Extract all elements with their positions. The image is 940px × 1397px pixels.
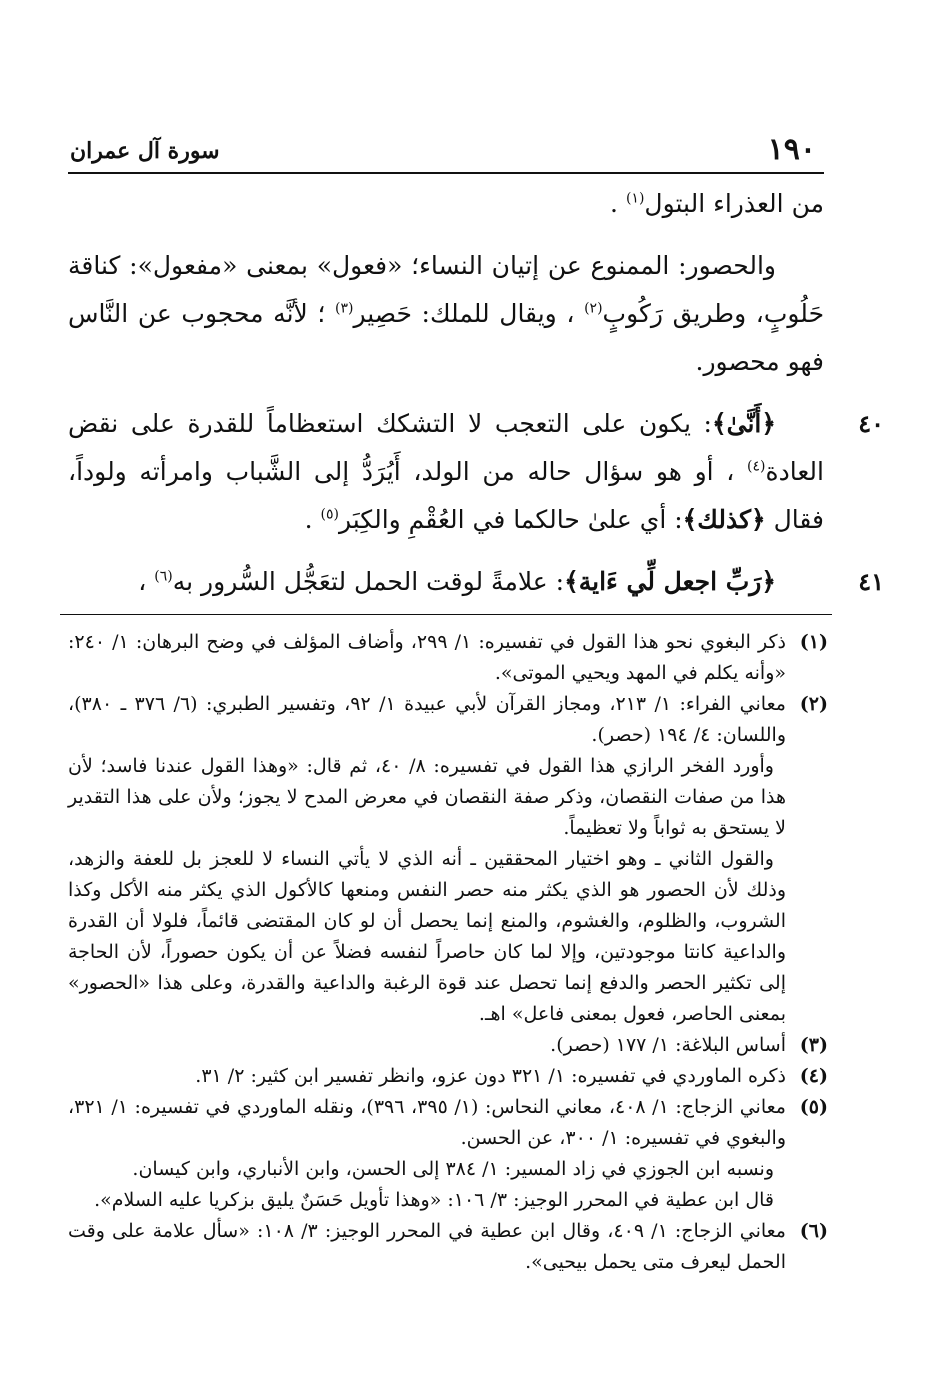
paragraph-text: ، أو هو سؤال حاله من الولد، أَيُرَدُّ إلى الشَّباب وامرأته ولوداً، فقال <box>68 457 824 534</box>
footnote-5-continued: ونسبه ابن الجوزي في زاد المسير: ١/ ٣٨٤ إلى الحسن، وابن الأنباري، وابن كيسان. <box>132 1158 774 1180</box>
footnote-6 <box>68 1216 828 1278</box>
footnote-separator <box>60 614 832 615</box>
footnote-ref: (٢) <box>584 300 603 317</box>
footnote-2 <box>68 689 828 751</box>
page-number: ١٩٠ <box>767 132 816 167</box>
footnote-ref: (٣) <box>334 300 354 317</box>
footnote-ref: (٤) <box>747 458 766 475</box>
footnote-text: أساس البلاغة: ١/ ١٧٧ (حصر). <box>550 1034 786 1056</box>
footnote-ref: (٥) <box>320 506 339 523</box>
paragraph-text: والحصور: الممنوع عن إتيان النساء؛ «فعول» بمعنى «مفعول»: كناقة حَلُوبٍ، وطريق رَكُوبٍ <box>68 251 825 328</box>
footnote-3 <box>68 1030 828 1061</box>
verse-40-block <box>68 400 884 544</box>
main-commentary <box>68 180 884 606</box>
footnotes <box>68 627 828 1278</box>
footnote-number: (١) <box>799 631 828 653</box>
footnote-number: (٦) <box>799 1220 828 1242</box>
paragraph-text: من العذراء البتول <box>644 189 824 218</box>
surah-title: سورة آل عمران <box>70 138 220 164</box>
book-page <box>68 130 884 1278</box>
footnote-text: معاني الزجاج: ١/ ٤٠٩، وقال ابن عطية في المحرر الوجيز: ٣/ ١٠٨: «سأل علامة على وقت الحمل ليعرف متى يحمل بيحيى». <box>68 1220 786 1273</box>
paragraph-end: ، <box>138 567 155 596</box>
footnote-text: معاني الفراء: ١/ ٢١٣، ومجاز القرآن لأبي عبيدة ١/ ٩٢، وتفسير الطبري: (٦/ ٣٧٦ ـ ٣٨٠)، واللسان: ٤/ ١٩٤ (حصر). <box>68 693 786 746</box>
footnote-5-continued: قال ابن عطية في المحرر الوجيز: ٣/ ١٠٦: «وهذا تأويل حَسَنٌ يليق بزكريا عليه السلام». <box>94 1189 774 1211</box>
footnote-number: (٥) <box>799 1096 828 1118</box>
footnote-5 <box>68 1092 828 1154</box>
paragraph-text: ، ويقال للملك: حَصِير <box>353 299 585 328</box>
footnote-ref: (١) <box>625 190 645 207</box>
footnote-2-continued: والقول الثاني ـ وهو اختيار المحققين ـ أنه الذي لا يأتي النساء لا للعجز بل للعفة والزهد، وذلك لأن الحصور هو الذي يكثر منه حصر النفس ومنعها كالأكول الذي يكثر منه الأكل وكذا الشروب، والظلوم، والغشوم، والمنع إنما يحصل أن لو كان المقتضى قائماً، فلولا أن القدرة والداعية كانتا موجودتين، وإلا لما كان حاصراً لنفسه فضلاً عن أن يكون حصوراً، لأن الحاجة إلى تكثير الحصر والدفع إنما تحصل عند قوة الرغبة والداعية والقدرة، وعلى هذا «الحصور» بمعنى الحاصر، فعول بمعنى فاعل» اهـ. <box>68 848 786 1025</box>
footnote-text: ذكره الماوردي في تفسيره: ١/ ٣٢١ دون عزو، وانظر تفسير ابن كثير: ٢/ ٣١. <box>195 1065 786 1087</box>
footnote-text: معاني الزجاج: ١/ ٤٠٨، معاني النحاس: (١/ ٣٩٥، ٣٩٦)، ونقله الماوردي في تفسيره: ١/ ٣٢١، والبغوي في تفسيره: ١/ ٣٠٠، عن الحسن. <box>68 1096 786 1149</box>
verse-41-block <box>68 558 884 606</box>
paragraph-verse-40 <box>68 400 824 544</box>
footnote-4 <box>68 1061 828 1092</box>
footnote-2-continued: وأورد الفخر الرازي هذا القول في تفسيره: ٨/ ٤٠، ثم قال: «وهذا القول عندنا فاسد؛ لأن هذا من صفات النقصان، وذكر صفة النقصان في معرض المدح لا يجوز؛ ولأن على هذا التقدير لا يستحق به ثواباً ولا تعظيماً. <box>68 755 786 839</box>
paragraph-end: . <box>304 505 321 534</box>
verse-number: ٤٠ <box>858 409 884 438</box>
paragraph-hasur <box>68 242 824 386</box>
page-header <box>68 130 824 174</box>
paragraph-text: : يكون على التعجب لا التشكك استعظاماً للقدرة على نقض العادة <box>68 409 824 486</box>
paragraph-verse-41 <box>68 558 824 606</box>
paragraph-virgin <box>68 180 824 228</box>
quran-word: ﴿رَبِّ اجعل لِّي ءَاية﴾ <box>564 567 776 596</box>
paragraph-text: : علامةً لوقت الحمل لتعَجُّل السُّرور به <box>172 567 565 596</box>
footnote-1 <box>68 627 828 689</box>
paragraph-end: . <box>610 189 626 218</box>
quran-word: ﴿أَنَّىٰ﴾ <box>711 409 776 438</box>
footnote-number: (٣) <box>799 1034 828 1056</box>
paragraph-text: : أي علىٰ حالكما في العُقْمِ والكِبَر <box>338 505 683 534</box>
footnote-ref: (٦) <box>154 568 173 585</box>
paragraph-text: ؛ لأنَّه محجوب عن النَّاس فهو محصور. <box>68 299 824 376</box>
footnote-text: ذكر البغوي نحو هذا القول في تفسيره: ١/ ٢٩٩، وأضاف المؤلف في وضح البرهان: ١/ ٢٤٠: «وأنه يكلم في المهد ويحيي الموتى». <box>68 631 786 684</box>
quran-word: ﴿كذلك﴾ <box>682 505 766 534</box>
verse-number: ٤١ <box>858 567 884 596</box>
footnote-number: (٤) <box>799 1065 828 1087</box>
footnote-number: (٢) <box>799 693 828 715</box>
